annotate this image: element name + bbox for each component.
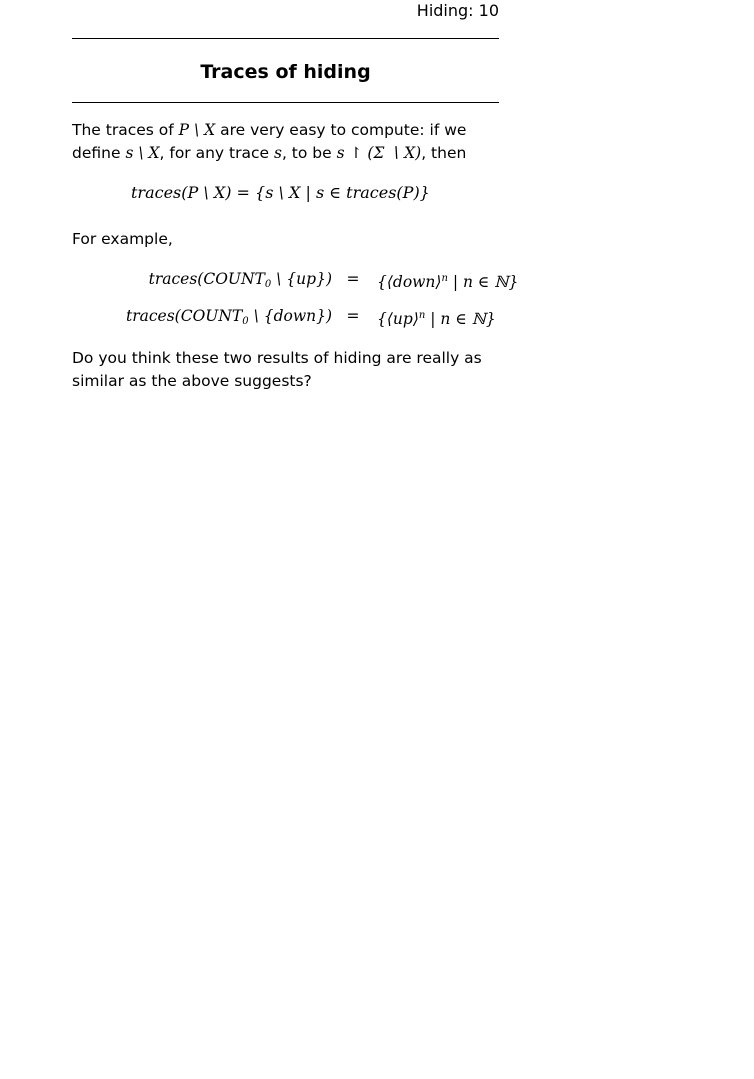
intro-text-3: , for any trace xyxy=(159,144,274,162)
bottom-rule xyxy=(72,102,499,103)
example-2-lhs xyxy=(126,304,332,334)
intro-math-3: s xyxy=(273,144,282,162)
intro-paragraph xyxy=(72,119,502,165)
example-intro: For example, xyxy=(72,230,173,248)
intro-math-1: P \ X xyxy=(178,121,216,139)
example-2-lhs-pre: traces(COUNT xyxy=(126,307,243,325)
example-1-rhs xyxy=(377,267,518,294)
example-2-rhs-post: | n ∈ ℕ} xyxy=(425,310,496,328)
slide-title: Traces of hiding xyxy=(200,61,371,83)
example-1-rhs-post: | n ∈ ℕ} xyxy=(447,273,519,291)
example-2-relation: = xyxy=(346,307,360,325)
top-rule xyxy=(72,38,499,39)
example-1-lhs-sub: 0 xyxy=(264,279,272,290)
question-paragraph: Do you think these two results of hiding are really as similar as the above suggests? xyxy=(72,349,482,390)
example-2-lhs-sub: 0 xyxy=(242,316,249,327)
example-equation-2 xyxy=(0,304,754,328)
example-1-rhs-pre: {⟨down⟩ xyxy=(377,273,442,291)
intro-math-4: s ↾ (Σ ∖ X) xyxy=(336,144,422,162)
main-equation: traces(P \ X) = {s \ X | s ∈ traces(P)} xyxy=(131,183,430,202)
intro-text-1: The traces of xyxy=(72,121,179,139)
example-1-rhs-sup: n xyxy=(441,273,448,284)
intro-text-4: , to be xyxy=(281,144,337,162)
example-equation-1 xyxy=(0,267,754,291)
intro-text-5: , then xyxy=(421,144,467,162)
page-header: Hiding: 10 xyxy=(416,1,499,20)
example-2-rhs xyxy=(377,304,496,331)
example-2-rhs-sup: n xyxy=(418,310,426,321)
example-1-lhs-post: \ {up}) xyxy=(271,270,332,288)
example-1-lhs-pre: traces(COUNT xyxy=(148,270,265,288)
example-2-rhs-pre: {⟨up⟩ xyxy=(377,310,419,328)
example-1-lhs xyxy=(149,267,332,297)
example-2-lhs-post: \ {down}) xyxy=(248,307,332,325)
intro-math-2: s \ X xyxy=(125,144,160,162)
example-1-relation: = xyxy=(346,270,360,288)
intro-text-2: are very easy to compute: if we define xyxy=(72,121,467,162)
